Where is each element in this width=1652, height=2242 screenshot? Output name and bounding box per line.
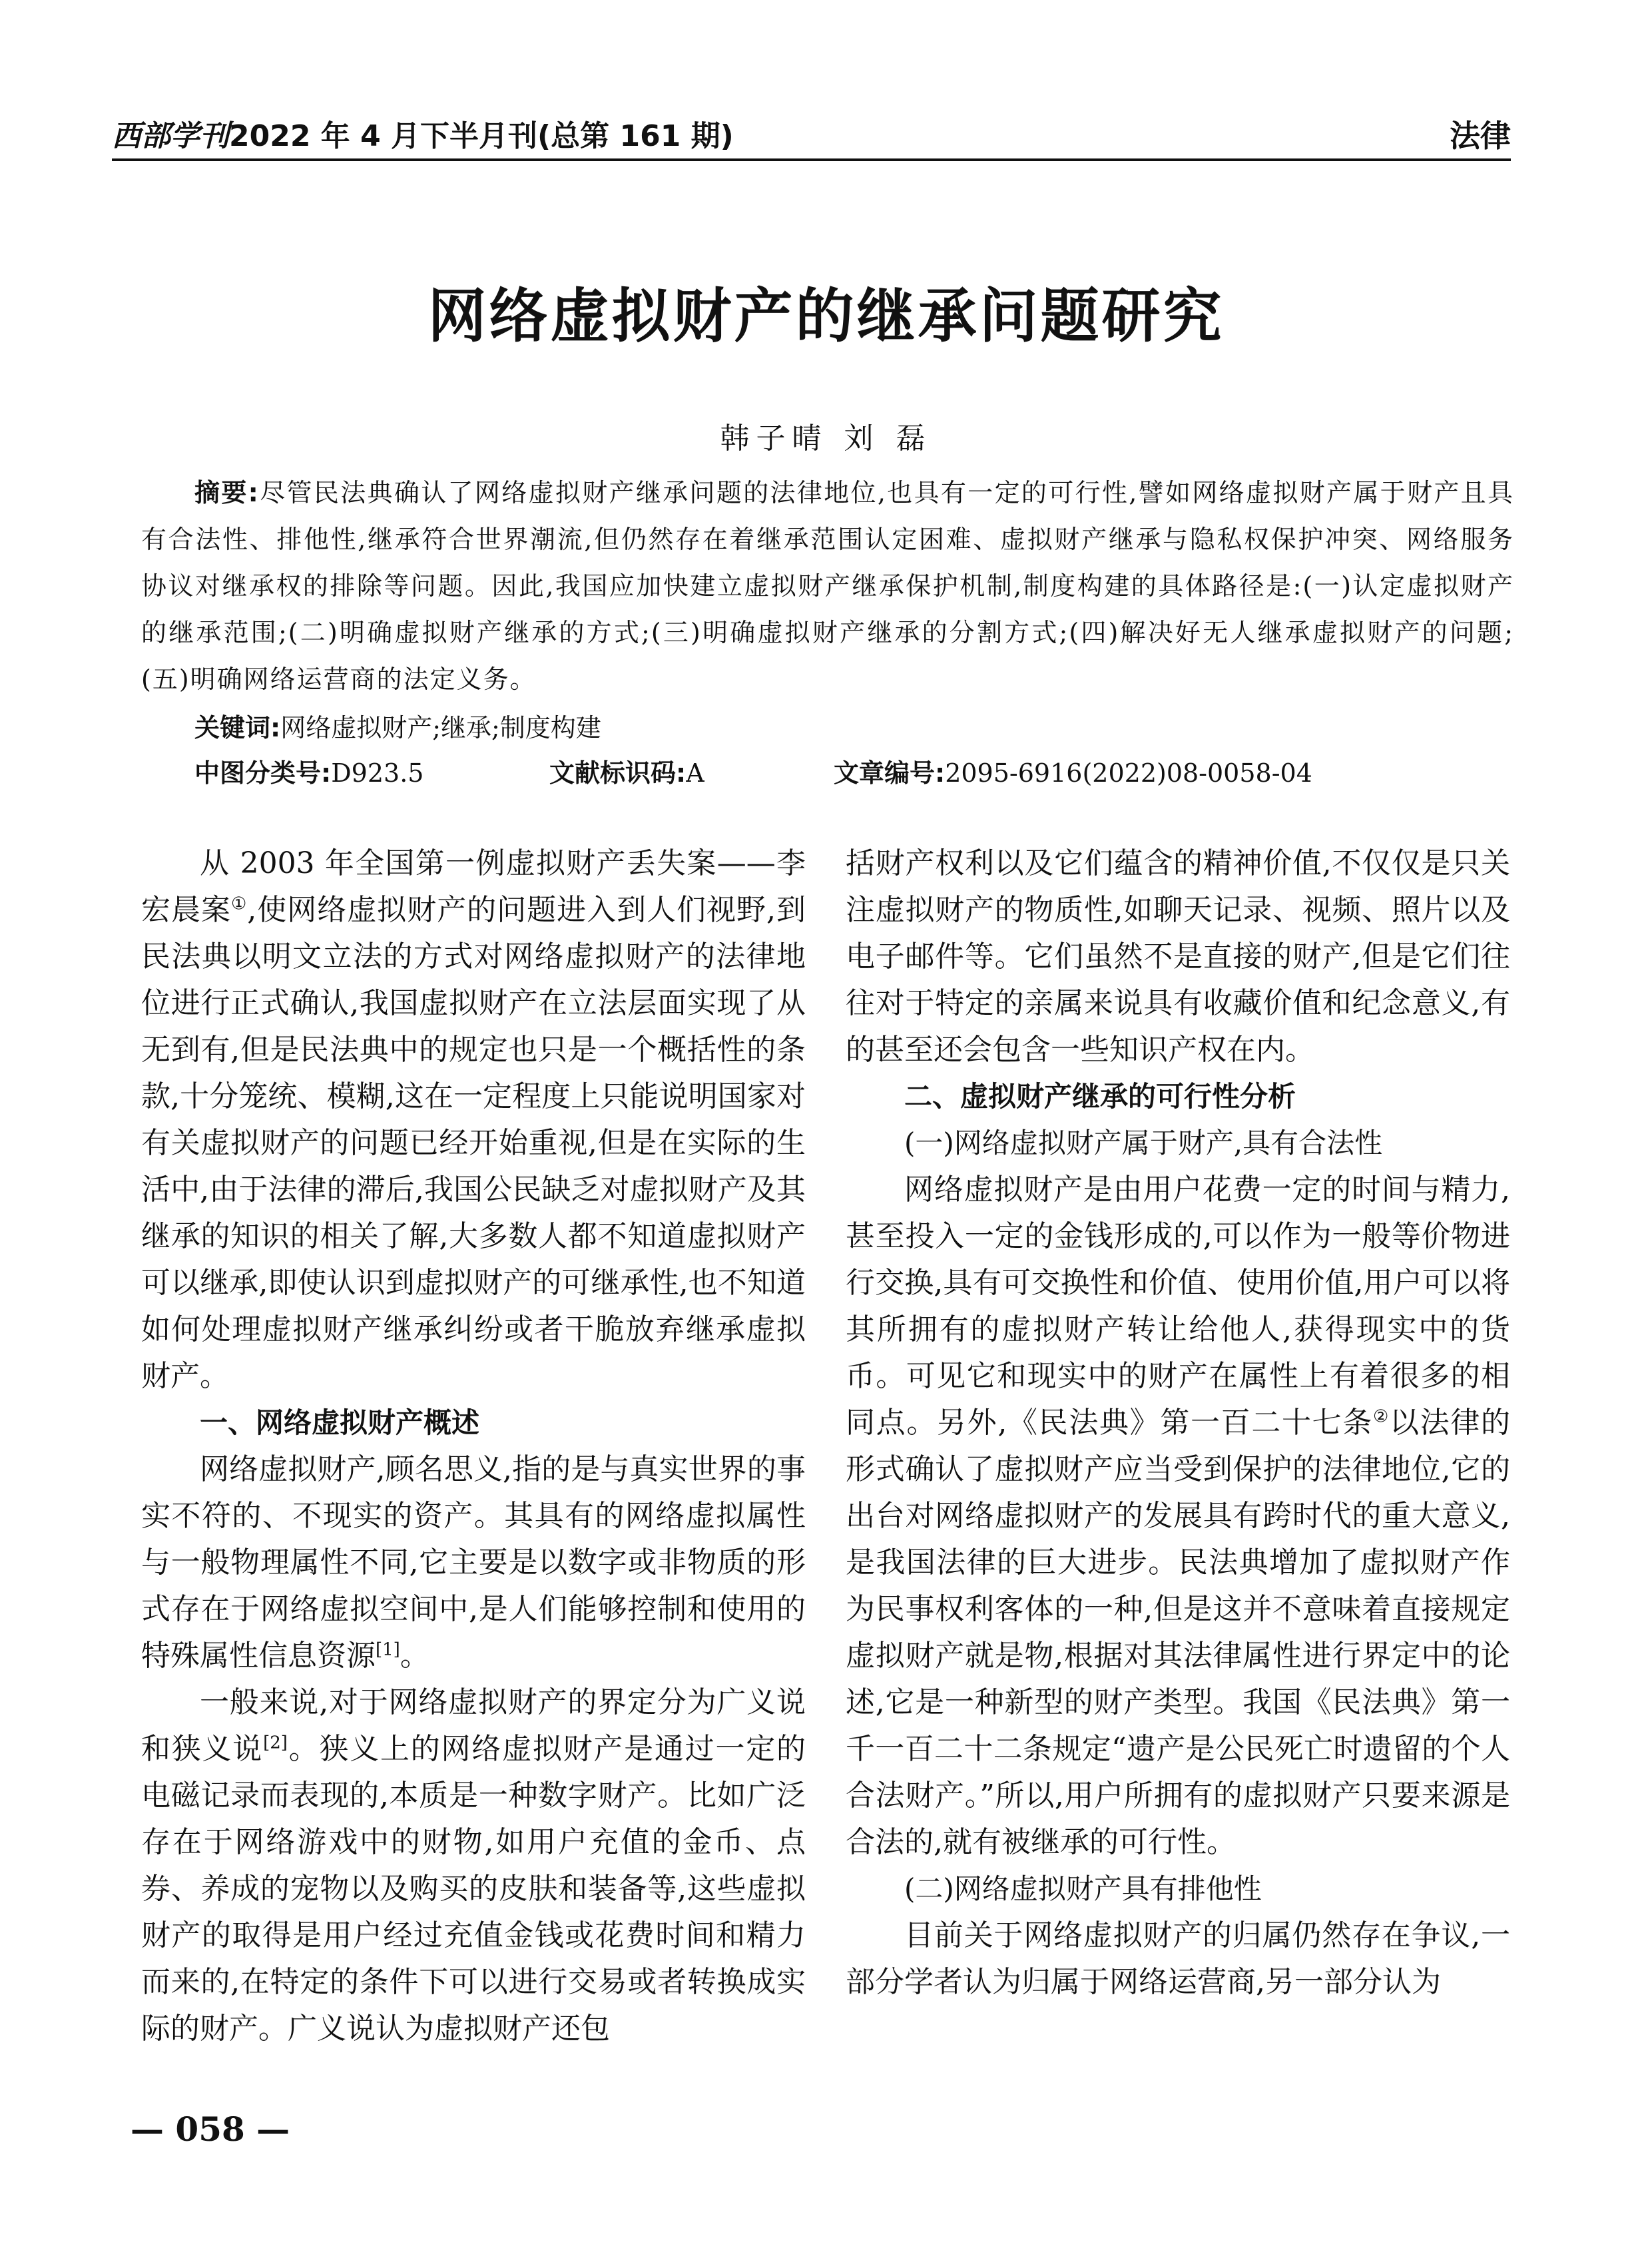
citation-marker: [1] [376,1639,400,1660]
paragraph: 目前关于网络虚拟财产的归属仍然存在争议,一部分学者认为归属于网络运营商,另一部分认为 [846,1918,1510,1999]
subsection-heading: (一)网络虚拟财产属于财产,具有合法性 [904,1127,1383,1159]
header-rule [112,158,1511,161]
footnote-marker: ② [1373,1406,1390,1427]
article-number: 文章编号:2095-6916(2022)08-0058-04 [834,758,1312,788]
section-name: 法律 [1450,118,1511,154]
citation-marker: [2] [263,1733,288,1753]
paragraph: 一般来说,对于网络虚拟财产的界定分为广义说和狭义说[2]。狭义上的网络虚拟财产是通过一定的电磁记录而表现的,本质是一种数字财产。比如广泛存在于网络游戏中的财物,如用户充值的金币、点券、养成的宠物以及购买的皮肤和装备等,这些虚拟财产的取得是用户经过充值金钱或花费时间和精力而来的,在特定的条件下可以进行交易或者转换成实际的财产。广义说认为虚拟财产还包 [141,1685,806,2046]
paragraph: 网络虚拟财产,顾名思义,指的是与真实世界的事实不符的、不现实的资产。其具有的网络虚拟属性与一般物理属性不同,它主要是以数字或非物质的形式存在于网络虚拟空间中,是人们能够控制和使用的特殊属性信息资源[1]。 [141,1452,806,1673]
page-number: — 058 — [131,2109,290,2149]
authors: 韩子晴 刘 磊 [720,421,932,455]
paragraph: 从 2003 年全国第一例虚拟财产丢失案——李宏晨案①,使网络虚拟财产的问题进入到人们视野,到民法典以明文立法的方式对网络虚拟财产的法律地位进行正式确认,我国虚拟财产在立法层面实现了从无到有,但是民法典中的规定也只是一个概括性的条款,十分笼统、模糊,这在一定程度上只能说明国家对有关虚拟财产的问题已经开始重视,但是在实际的生活中,由于法律的滞后,我国公民缺乏对虚拟财产及其继承的知识的相关了解,大多数人都不知道虚拟财产可以继承,即使认识到虚拟财产的可继承性,也不知道如何处理虚拟财产继承纠纷或者干脆放弃继承虚拟财产。 [141,846,806,1393]
section-heading-1: 一、网络虚拟财产概述 [200,1406,480,1439]
body-column-right [846,840,1510,2006]
journal-logo: 西部学刊 [112,119,229,153]
article-title: 网络虚拟财产的继承问题研究 [427,282,1225,350]
running-header-left [112,112,734,154]
footnote-marker: ① [230,894,248,914]
paragraph: 网络虚拟财产是由用户花费一定的时间与精力,甚至投入一定的金钱形成的,可以作为一般等价物进行交换,具有可交换性和价值、使用价值,用户可以将其所拥有的虚拟财产转让给他人,获得现实中的货币。可见它和现实中的财产在属性上有着很多的相同点。另外,《民法典》第一百二十七条②以法律的形式确认了虚拟财产应当受到保护的法律地位,它的出台对网络虚拟财产的发展具有跨时代的重大意义,是我国法律的巨大进步。民法典增加了虚拟财产作为民事权利客体的一种,但是这并不意味着直接规定虚拟财产就是物,根据对其法律属性进行界定中的论述,它是一种新型的财产类型。我国《民法典》第一千一百二十二条规定“遗产是公民死亡时遗留的个人合法财产。”所以,用户所拥有的虚拟财产只要来源是合法的,就有被继承的可行性。 [846,1173,1511,1859]
issue-info: 2022 年 4 月下半月刊(总第 161 期) [229,119,734,153]
clc-number: 中图分类号:D923.5 [194,758,424,788]
section-heading-2: 二、虚拟财产继承的可行性分析 [904,1080,1296,1113]
keywords [141,704,1567,751]
document-code: 文献标识码:A [549,758,704,788]
paragraph: 括财产权利以及它们蕴含的精神价值,不仅仅是只关注虚拟财产的物质性,如聊天记录、视频、照片以及电子邮件等。它们虽然不是直接的财产,但是它们往往对于特定的亲属来说具有收藏价值和纪念意义,有的甚至还会包含一些知识产权在内。 [846,846,1510,1067]
abstract [141,469,1514,702]
abstract-label: 摘要: [194,478,260,507]
subsection-heading: (二)网络虚拟财产具有排他性 [904,1872,1262,1905]
body-column-left [141,840,806,2052]
keywords-text: 网络虚拟财产;继承;制度构建 [280,713,601,742]
abstract-text: 尽管民法典确认了网络虚拟财产继承问题的法律地位,也具有一定的可行性,譬如网络虚拟财产属于财产且具有合法性、排他性,继承符合世界潮流,但仍然存在着继承范围认定困难、虚拟财产继承与隐私权保护冲突、网络服务协议对继承权的排除等问题。因此,我国应加快建立虚拟财产继承保护机制,制度构建的具体路径是:(一)认定虚拟财产的继承范围;(二)明确虚拟财产继承的方式;(三)明确虚拟财产继承的分割方式;(四)解决好无人继承虚拟财产的问题;(五)明确网络运营商的法定义务。 [141,478,1514,694]
keywords-label: 关键词: [194,713,281,742]
